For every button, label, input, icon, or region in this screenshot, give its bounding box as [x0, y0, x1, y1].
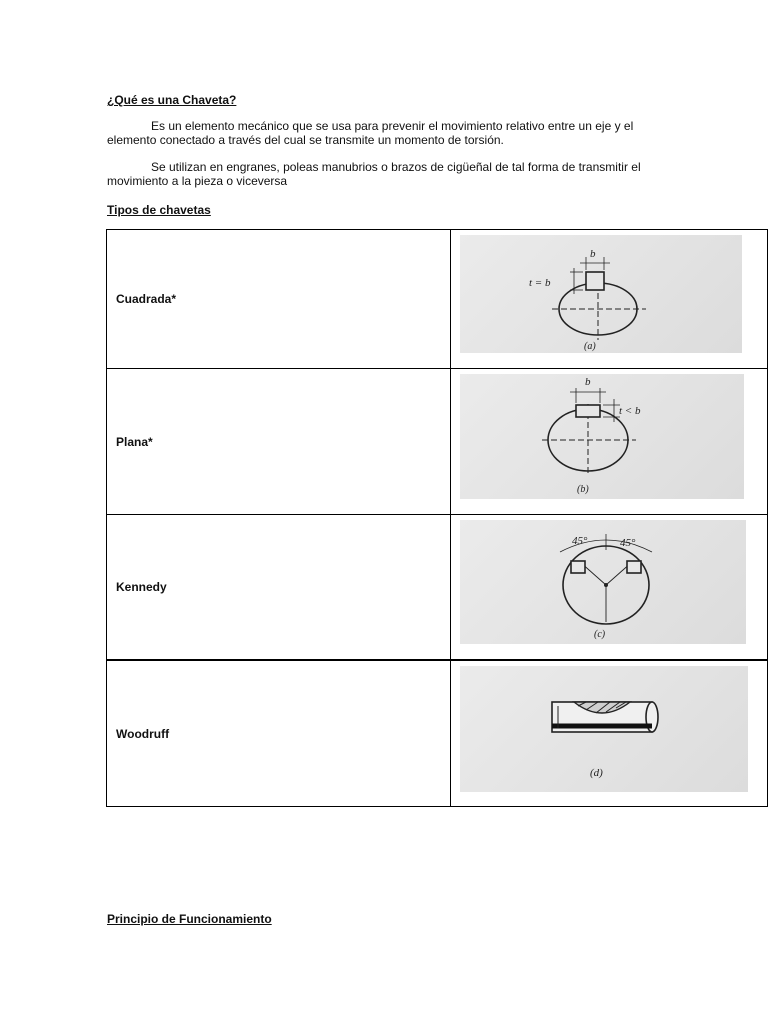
key-figure-cell: [451, 230, 768, 369]
angle-right-label: 45°: [620, 537, 636, 549]
key-name-label: Plana*: [116, 434, 153, 449]
section-title-working-principle: Principio de Funcionamiento: [107, 912, 272, 926]
paragraph-uses-text: Se utilizan en engranes, poleas manubrios o brazos de cigüeñal de tal forma de transmitir el movimiento a la pieza o viceversa: [107, 160, 641, 188]
square-key-drawing: [460, 235, 742, 353]
key-name-label: Cuadrada*: [116, 292, 177, 306]
table-row: [107, 369, 768, 515]
kennedy-key-diagram-image: [460, 520, 746, 644]
figure-caption: (c): [594, 629, 606, 640]
dim-b-label: b: [585, 376, 591, 388]
figure-caption: (a): [584, 341, 596, 352]
paragraph-definition-text: Es un elemento mecánico que se usa para prevenir el movimiento relativo entre un eje y el elemento conectado a través del cual se transmite un momento de torsión.: [107, 119, 634, 147]
flat-key-drawing: [460, 374, 744, 499]
paragraph-definition: [107, 119, 667, 147]
paragraph-uses: [107, 160, 667, 188]
key-figure-cell: [451, 515, 768, 661]
woodruff-key-drawing: [460, 666, 748, 792]
key-name-cell: [107, 660, 451, 807]
dim-b-label: b: [590, 248, 596, 260]
table-row: [107, 230, 768, 369]
kennedy-key-drawing: [460, 520, 746, 644]
table-row: [107, 515, 768, 661]
key-name-label: Woodruff: [116, 726, 170, 741]
key-name-cell: [107, 515, 451, 661]
key-name-cell: [107, 230, 451, 369]
woodruff-key-diagram-image: [460, 666, 748, 792]
table-row: [107, 660, 768, 807]
key-name-cell: [107, 369, 451, 515]
key-types-table: [106, 229, 768, 807]
section-title-what-is-key: ¿Qué es una Chaveta?: [107, 93, 237, 107]
key-name-label: Kennedy: [116, 580, 167, 594]
key-figure-cell: [451, 369, 768, 515]
dim-t-label: t < b: [619, 405, 641, 417]
dim-t-label: t = b: [529, 277, 551, 289]
figure-caption: (d): [590, 767, 603, 779]
flat-key-diagram-image: [460, 374, 744, 499]
angle-left-label: 45°: [572, 535, 588, 547]
key-figure-cell: [451, 660, 768, 807]
figure-caption: (b): [577, 484, 589, 495]
square-key-diagram-image: [460, 235, 742, 353]
section-title-key-types: Tipos de chavetas: [107, 203, 211, 217]
